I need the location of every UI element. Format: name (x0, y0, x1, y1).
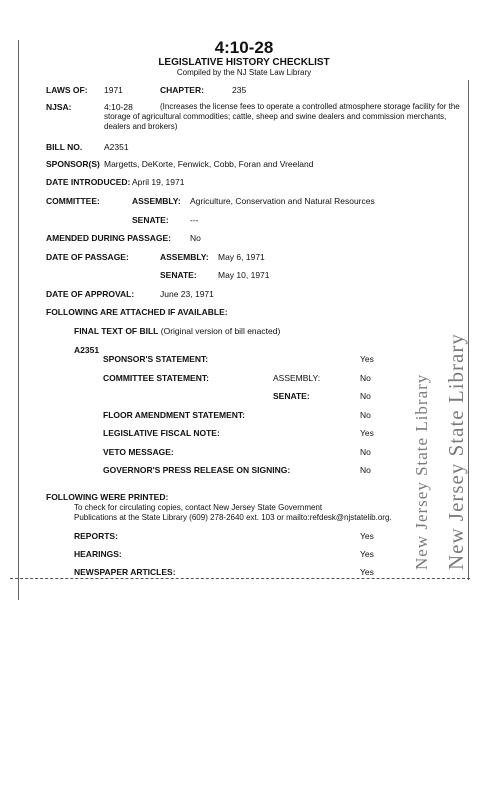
scan-edge-bottom (10, 578, 470, 580)
press-release-value: No (360, 465, 371, 475)
laws-of-label: LAWS OF: (46, 85, 88, 95)
fiscal-note-label: LEGISLATIVE FISCAL NOTE: (103, 428, 220, 438)
library-stamp-1: New Jersey State Library (412, 373, 431, 570)
newspaper-value: Yes (360, 567, 374, 577)
sponsors-value: Margetts, DeKorte, Fenwick, Cobb, Foran and Vreeland (104, 159, 314, 169)
floor-amendment-label: FLOOR AMENDMENT STATEMENT: (103, 410, 245, 420)
approval-label: DATE OF APPROVAL: (46, 289, 135, 299)
committee-senate-value: --- (190, 215, 199, 225)
attached-bill: A2351 (74, 345, 100, 355)
hearings-label: HEARINGS: (74, 549, 122, 559)
library-stamp-2: New Jersey State Library (444, 333, 468, 570)
passage-label: DATE OF PASSAGE: (46, 252, 129, 262)
njsa-value: 4:10-28 (104, 102, 133, 112)
njsa-description: (Increases the license fees to operate a controlled atmosphere storage facility for the storage of agricultural commodities; cattle, sheep and swine dealers and commission merchants, dealers and brokers) (104, 102, 460, 131)
date-introduced-label: DATE INTRODUCED: (46, 177, 131, 187)
chapter-value: 235 (232, 85, 247, 95)
veto-value: No (360, 447, 371, 457)
bill-no-value: A2351 (104, 142, 129, 152)
printed-heading: FOLLOWING WERE PRINTED: (46, 492, 169, 502)
committee-assembly-value: Agriculture, Conservation and Natural Resources (190, 196, 375, 206)
printed-note-line1: To check for circulating copies, contact New Jersey State Government (74, 503, 323, 512)
bill-no-label: BILL NO. (46, 142, 83, 152)
veto-label: VETO MESSAGE: (103, 447, 174, 457)
sponsor-statement-value: Yes (360, 354, 374, 364)
final-text-label: FINAL TEXT OF BILL (74, 326, 159, 336)
passage-assembly-label: ASSEMBLY: (160, 252, 209, 262)
laws-of-value: 1971 (104, 85, 123, 95)
amended-label: AMENDED DURING PASSAGE: (46, 233, 171, 243)
committee-statement-senate-value: No (360, 391, 371, 401)
committee-label: COMMITTEE: (46, 196, 100, 206)
reports-label: REPORTS: (74, 531, 118, 541)
chapter-label: CHAPTER: (160, 85, 204, 95)
fiscal-note-value: Yes (360, 428, 374, 438)
document-title: LEGISLATIVE HISTORY CHECKLIST (158, 57, 330, 68)
scan-edge-left (18, 40, 19, 600)
committee-senate-label: SENATE: (132, 215, 169, 225)
passage-senate-value: May 10, 1971 (218, 270, 270, 280)
njsa-label: NJSA: (46, 102, 72, 112)
committee-statement-label: COMMITTEE STATEMENT: (103, 373, 209, 383)
attached-heading: FOLLOWING ARE ATTACHED IF AVAILABLE: (46, 307, 228, 317)
passage-senate-label: SENATE: (160, 270, 197, 280)
passage-assembly-value: May 6, 1971 (218, 252, 265, 262)
sponsors-label: SPONSOR(S) (46, 159, 100, 169)
committee-statement-assembly-label: ASSEMBLY: (273, 373, 321, 383)
date-introduced-value: April 19, 1971 (132, 177, 185, 187)
committee-statement-senate-label: SENATE: (273, 391, 310, 401)
document-subtitle: Compiled by the NJ State Law Library (176, 68, 312, 77)
document-number: 4:10-28 (214, 38, 274, 57)
newspaper-label: NEWSPAPER ARTICLES: (74, 567, 176, 577)
hearings-value: Yes (360, 549, 374, 559)
floor-amendment-value: No (360, 410, 371, 420)
final-text-note: (Original version of bill enacted) (160, 326, 281, 336)
sponsor-statement-label: SPONSOR'S STATEMENT: (103, 354, 209, 364)
printed-note-line2: Publications at the State Library (609) 278-2640 ext. 103 or mailto:refdesk@njstatelib.org. (74, 513, 392, 522)
committee-assembly-label: ASSEMBLY: (132, 196, 181, 206)
press-release-label: GOVERNOR'S PRESS RELEASE ON SIGNING: (103, 465, 291, 475)
committee-statement-assembly-value: No (360, 373, 371, 383)
final-text-row (74, 326, 280, 336)
amended-value: No (190, 233, 201, 243)
approval-value: June 23, 1971 (160, 289, 214, 299)
reports-value: Yes (360, 531, 374, 541)
